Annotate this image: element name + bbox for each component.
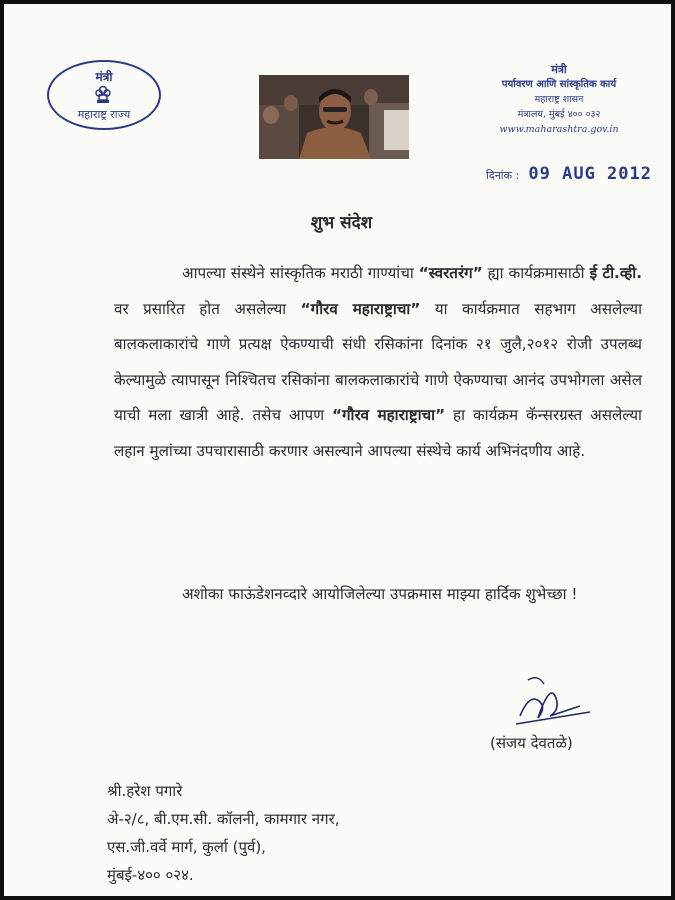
date-value: 09 AUG 2012 (528, 164, 652, 184)
letterhead-website: www.maharashtra.gov.in (499, 124, 619, 135)
address-line: श्री.हरेश पगारे (107, 782, 183, 800)
channel-name: ई टी.व्ही. (589, 264, 642, 282)
minister-seal (47, 60, 161, 130)
message-paragraph-2: अशोका फाऊंडेशनव्दारे आयोजिलेल्या उपक्रमास माझ्या हार्दिक शुभेच्छा ! (182, 585, 578, 603)
letterhead-address: मंत्रालय, मुंबई ४०० ०३२ (517, 109, 601, 120)
message-paragraph-1: आपल्या संस्थेने सांस्कृतिक मराठी गाण्यांचा “स्वरतरंग” ह्या कार्यक्रमासाठी ई टी.व्ही. वर प्रसारित होत असलेल्या “गौरव महाराष्ट्राचा” या कार्यक्रमात सहभाग असलेल्या बालकलाकारांचे गाणे प्रत्यक्ष ऐकण्याची संधी रसिकांना दिनांक २१ जुलै,२०१२ रोजी उपलब्ध केल्यामुळे त्यापासून निश्चितच रसिकांना बालकलाकारांचे गाणे ऐकण्याचा आनंद उपभोगला असेल याची मला खात्री आहे. तसेच आपण “गौरव महाराष्ट्राचा” हा कार्यक्रम कॅन्सरग्रस्त असलेल्या लहान मुलांच्या उपचारासाठी करणार असल्याने आपल्या संस्थेचे कार्य अभिनंदणीय आहे. (114, 264, 642, 460)
letterhead-department: पर्यावरण आणि सांस्कृतिक कार्य (501, 79, 617, 90)
address-line: अे-२/८, बी.एम.सी. कॉलनी, कामगार नगर, (107, 810, 340, 828)
seal-top-text: मंत्री (95, 70, 113, 84)
address-line: मुंबई-४०० ०२४. (107, 866, 194, 884)
program-name-swartarang: “स्वरतरंग” (418, 264, 483, 282)
minister-photo (259, 75, 409, 159)
date-label: दिनांक : (486, 169, 520, 182)
seal-bottom-text: महाराष्ट्र राज्य (77, 108, 131, 121)
address-line: एस.जी.वर्वे मार्ग, कुर्ला (पुर्व), (107, 838, 266, 856)
date-stamp (486, 164, 652, 184)
recipient-address (107, 777, 339, 889)
state-emblem-icon (93, 84, 113, 106)
letterhead-government: महाराष्ट्र शासन (534, 94, 584, 105)
program-name-gaurav: “गौरव महाराष्ट्राचा” (300, 299, 421, 318)
handwritten-signature (510, 672, 596, 728)
letterhead-title: मंत्री (551, 63, 567, 76)
letterhead (474, 62, 644, 137)
program-name-gaurav-2: “गौरव महाराष्ट्राचा” (332, 406, 446, 424)
letter-heading: शुभ संदेश (310, 213, 373, 233)
signatory-name: (संजय देवतळे) (490, 734, 573, 752)
